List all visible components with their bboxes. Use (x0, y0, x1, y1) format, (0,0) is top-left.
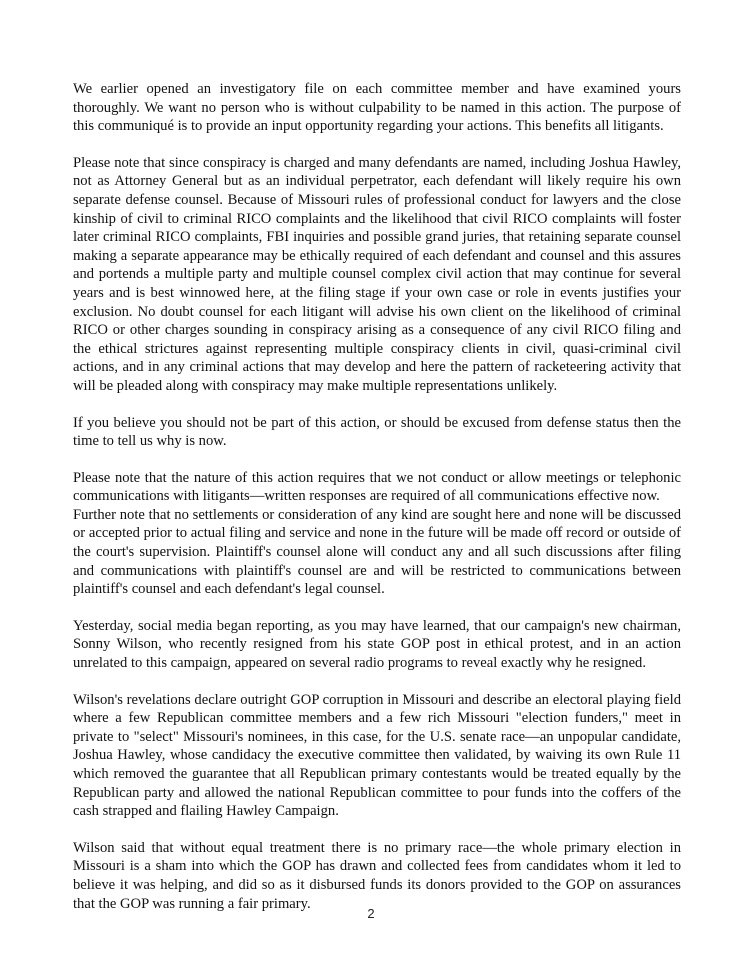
document-page (73, 80, 681, 931)
paragraph-primary-sham: Wilson said that without equal treatment there is no primary race—the whole primary election in Missouri is a sham into which the GOP has drawn and collected fees from candidates whom it led to believe it was helping, and did so as it disbursed funds its donors provided to the GOP on assurances that the GOP was running a fair primary. (73, 839, 681, 912)
paragraph-separate-counsel: Please note that since conspiracy is charged and many defendants are named, including Joshua Hawley, not as Attorney General but as an individual perpetrator, each defendant will likely require his own separate defense counsel. Because of Missouri rules of professional conduct for lawyers and the close kinship of civil to criminal RICO complaints and the likelihood that civil RICO complaints will foster later criminal RICO complaints, FBI inquiries and possible grand juries, that retaining separate counsel making a separate appearance may be ethically required of each defendant and counsel and this assures and portends a multiple party and multiple counsel complex civil action that may continue for several years and is best winnowed here, at the filing stage if your own case or role in events justifies your exclusion. No doubt counsel for each litigant will advise his own client on the likelihood of criminal RICO or other charges sounding in conspiracy arising as a consequence of any civil RICO filing and the ethical strictures against representing multiple conspiracy clients in civil, quasi-criminal civil actions, and in any criminal actions that may develop and here the pattern of racketeering activity that will be pleaded along with conspiracy may make multiple representations unlikely. (73, 154, 681, 394)
page-number: 2 (367, 906, 375, 921)
paragraph-gop-revelations: Wilson's revelations declare outright GOP corruption in Missouri and describe an electoral playing field where a few Republican committee members and a few rich Missouri "election funders," meet in private to "select" Missouri's nominees, in this case, for the U.S. senate race—an unpopular candidate, Joshua Hawley, whose candidacy the executive committee then validated, by waiving its own Rule 11 which removed the guarantee that all Republican primary contestants would be treated equally by the Republican party and allowed the national Republican committee to pour funds into the coffers of the cash strapped and flailing Hawley Campaign. (73, 691, 681, 820)
paragraph-excusal: If you believe you should not be part of this action, or should be excused from defense status then the time to tell us why is now. (73, 414, 681, 450)
paragraph-communications: Please note that the nature of this action requires that we not conduct or allow meetings or telephonic communications with litigants—written responses are required of all communications effective now. Further note that no settlements or consideration of any kind are sought here and none will be discussed or accepted prior to actual filing and service and none in the future will be made off record or outside of the court's supervision. Plaintiff's counsel alone will conduct any and all such discussions after filing and communications with plaintiff's counsel are and will be restricted to communications between plaintiff's counsel and each defendant's legal counsel. (73, 469, 681, 598)
paragraph-investigatory-file: We earlier opened an investigatory file on each committee member and have examined yours thoroughly. We want no person who is without culpability to be named in this action. The purpose of this communiqué is to provide an input opportunity regarding your actions. This benefits all litigants. (73, 81, 681, 135)
paragraph-social-media: Yesterday, social media began reporting, as you may have learned, that our campaign's new chairman, Sonny Wilson, who recently resigned from his state GOP post in ethical protest, and in an action unrelated to this campaign, appeared on several radio programs to reveal exactly why he resigned. (73, 617, 681, 672)
